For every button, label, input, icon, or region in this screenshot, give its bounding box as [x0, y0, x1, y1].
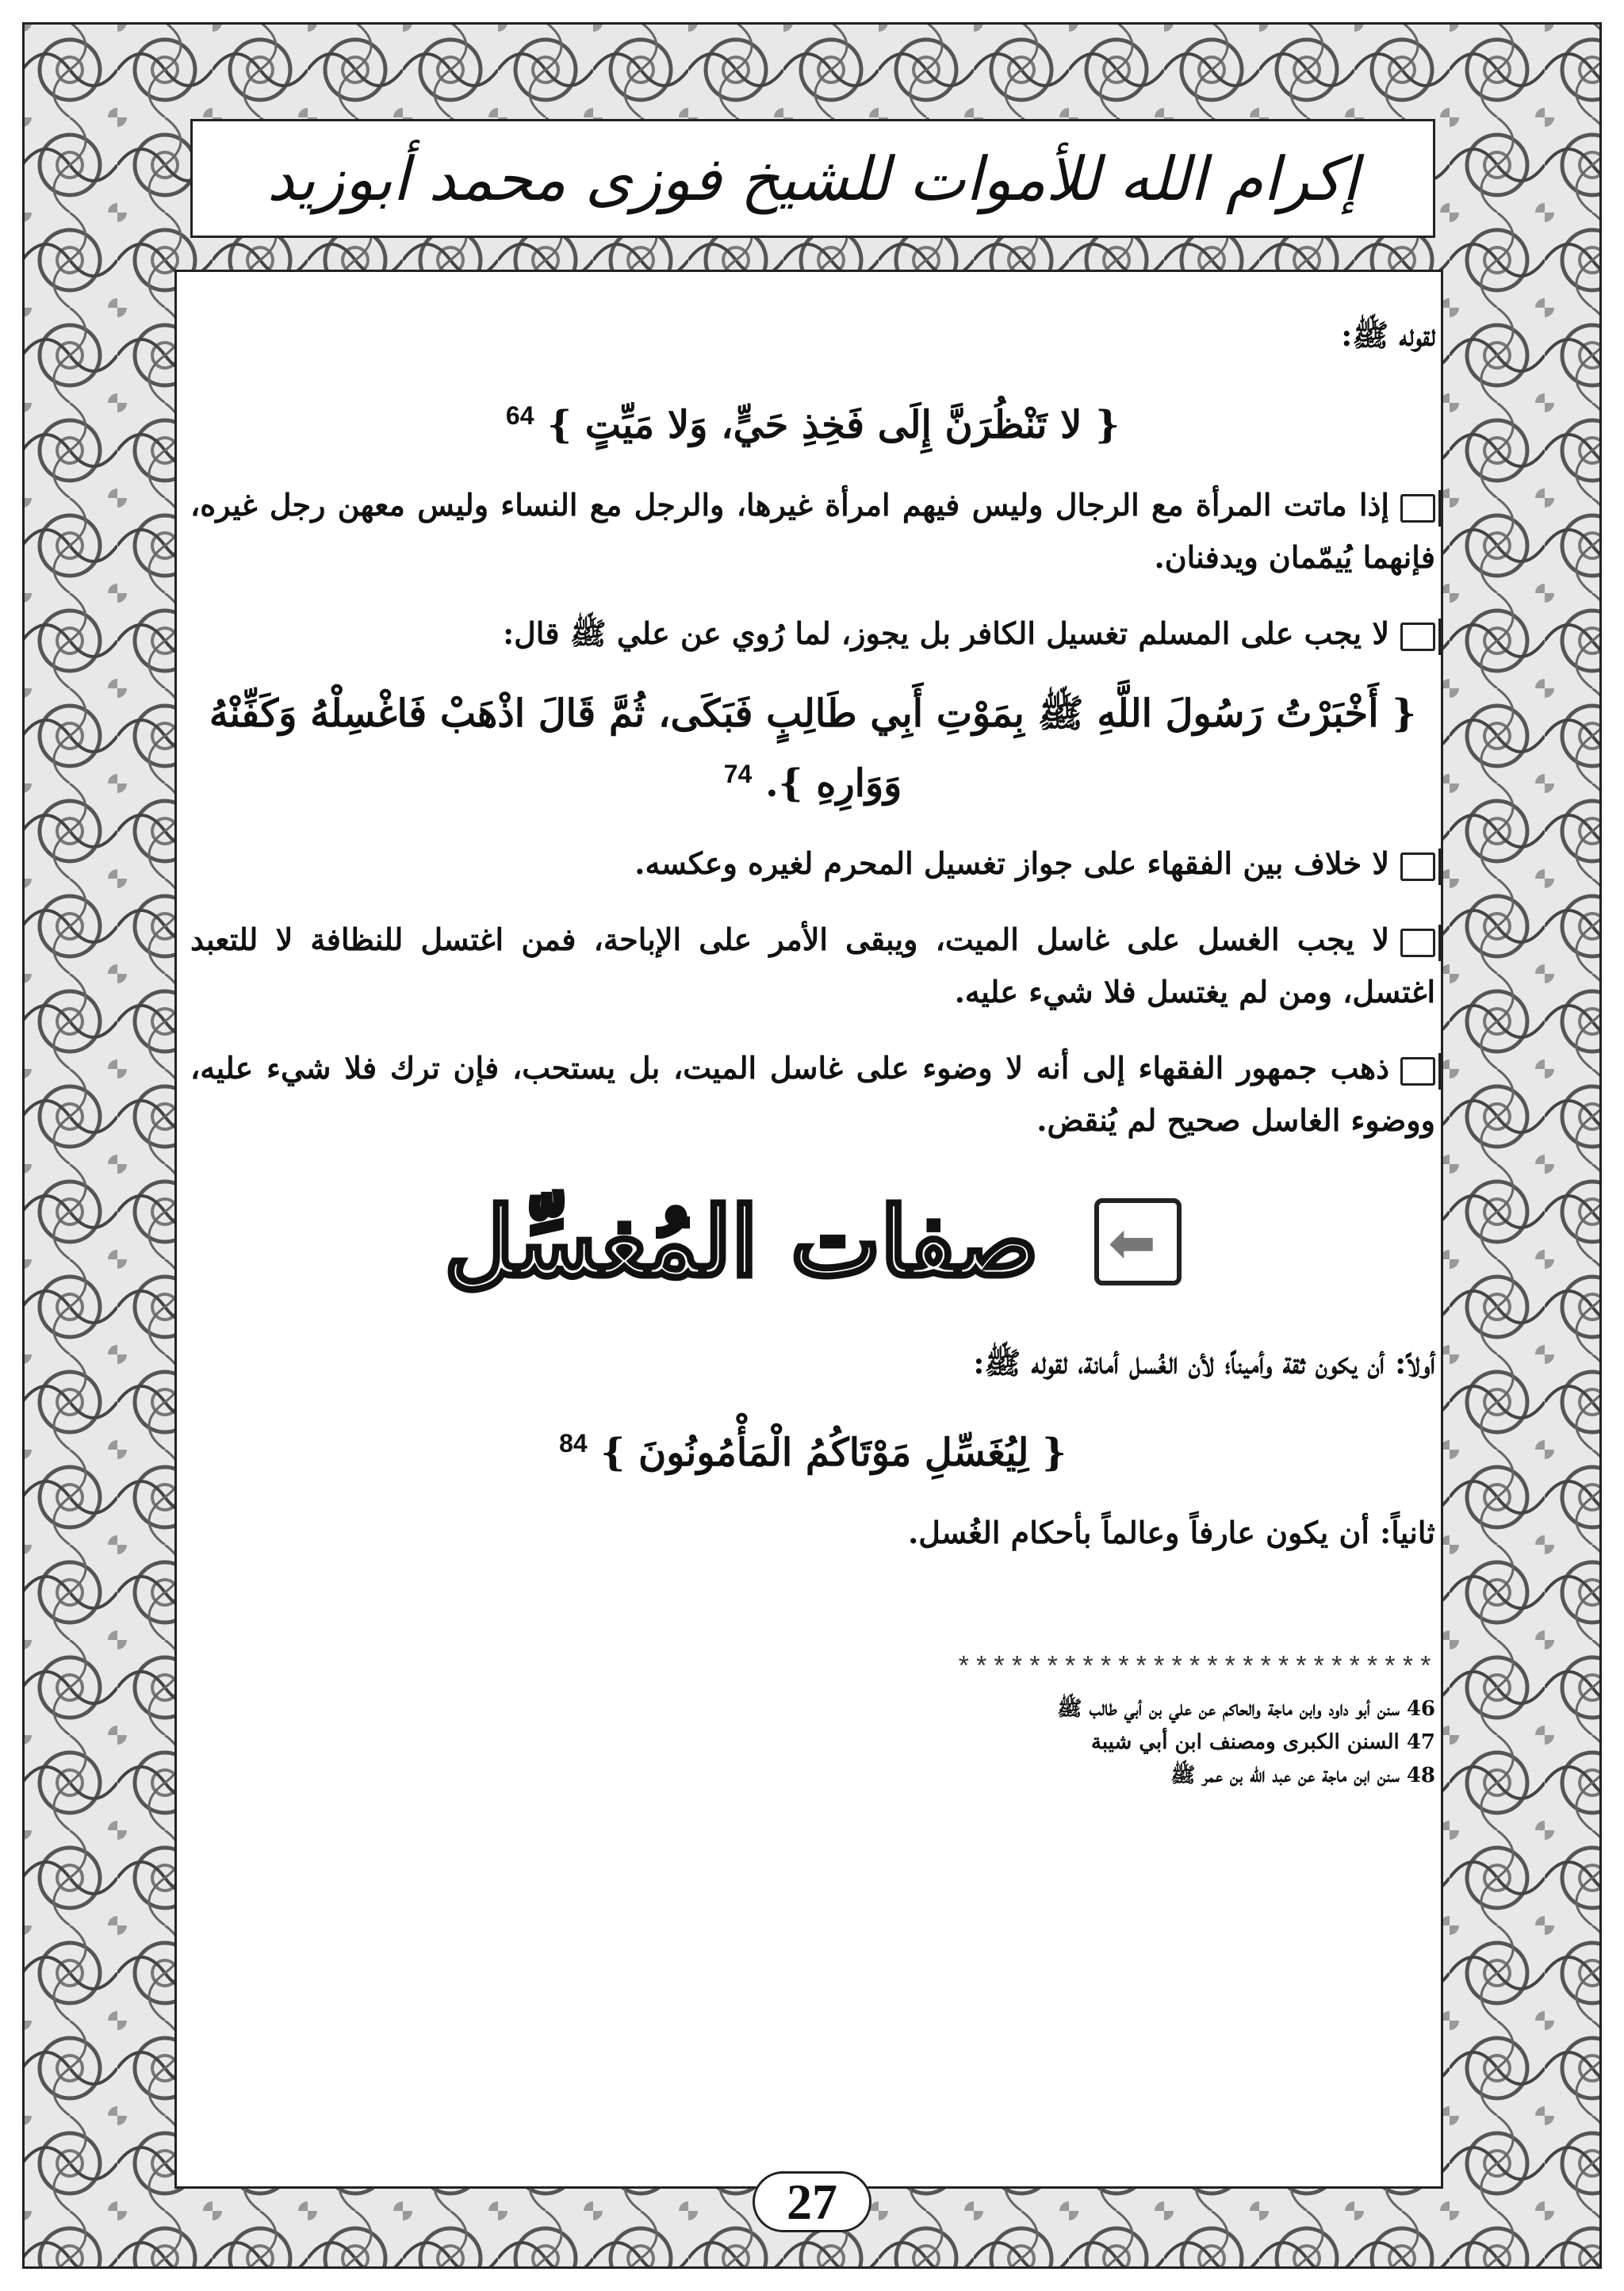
footnote-ref-2: 74 — [723, 760, 753, 788]
page-number — [0, 2173, 1624, 2232]
paragraph-4 — [190, 914, 1435, 1018]
footnote-item: 48 سنن ابن ماجة عن عبد الله بن عمر ﷺ — [1170, 1764, 1435, 1787]
page-number-text: 27 — [753, 2171, 871, 2232]
hadith-2-text: { أَخْبَرْتُ رَسُولَ اللَّهِ ﷺ بِمَوْتِ أَبِي طَالِبٍ فَبَكَى، ثُمَّ قَالَ اذْهَبْ فَاغْسِلْهُ وَكَفِّنْهُ وَوَارِهِ }. — [209, 692, 1417, 806]
section-heading — [190, 1178, 1435, 1305]
paragraph-3-text: لا خلاف بين الفقهاء على جواز تغسيل المحرم لغيره وعكسه. — [634, 845, 1389, 881]
flag-icon — [1400, 494, 1435, 523]
arrow-icon — [1094, 1198, 1182, 1285]
paragraph-3 — [190, 837, 1435, 890]
flag-icon — [1400, 929, 1435, 957]
paragraph-1-text: إذا ماتت المرأة مع الرجال وليس فيهم امرأة غيرها، والرجل مع النساء وليس معهن رجل غيره، فإنهما يُيمّمان ويدفنان. — [190, 487, 1435, 575]
hadith-1 — [190, 385, 1435, 455]
intro-text: لقوله ﷺ: — [1341, 317, 1435, 353]
hadith-2 — [190, 684, 1435, 814]
paragraph-1 — [190, 479, 1435, 584]
footnote-item: 47 السنن الكبرى ومصنف ابن أبي شيبة — [1090, 1730, 1435, 1754]
paragraph-2 — [190, 607, 1435, 660]
flag-icon — [1400, 852, 1435, 881]
section-title: صفات المُغسِّل — [444, 1186, 1039, 1298]
page-title: إكرام الله للأموات للشيخ فوزى محمد أبوزيد — [266, 143, 1359, 214]
hadith-1-text: { لا تَنْظُرَنَّ إِلَى فَخِذِ حَيٍّ، وَلا مَيِّتٍ } — [547, 403, 1120, 447]
flag-icon — [1400, 1057, 1435, 1086]
footnote-item: 46 سنن أبو داود وابن ماجة والحاكم عن علي بن أبي طالب ﷺ — [1057, 1697, 1435, 1721]
paragraph-5 — [190, 1042, 1435, 1147]
footnote-separator: *************************** — [956, 1654, 1435, 1684]
point-second: ثانياً: أن يكون عارفاً وعالماً بأحكام الغُسل. — [908, 1515, 1435, 1550]
header-banner — [190, 119, 1435, 238]
point-first: أولاً: أن يكون ثقة وأميناً؛ لأن الغُسل أمانة، لقوله ﷺ: — [973, 1345, 1435, 1381]
footnote-ref-3: 84 — [559, 1429, 588, 1458]
paragraph-2-text: لا يجب على المسلم تغسيل الكافر بل يجوز، لما رُوي عن علي ﷺ قال: — [503, 615, 1389, 651]
hadith-3-text: { لِيُغَسِّلِ مَوْتَاكُمُ الْمَأْمُونُونَ } — [600, 1431, 1067, 1475]
paragraph-4-text: لا يجب الغسل على غاسل الميت، ويبقى الأمر على الإباحة، فمن اغتسل للنظافة لا للتعبد اغتسل، ومن لم يغتسل فلا شيء عليه. — [190, 921, 1435, 1009]
flag-icon — [1400, 623, 1435, 651]
main-content — [190, 309, 1435, 1792]
paragraph-5-text: ذهب جمهور الفقهاء إلى أنه لا وضوء على غاسل الميت، بل يستحب، فإن ترك فلا شيء عليه، ووضوء الغاسل صحيح لم يُنقض. — [190, 1050, 1435, 1138]
hadith-3 — [190, 1413, 1435, 1483]
footnote-ref-1: 64 — [505, 401, 534, 430]
